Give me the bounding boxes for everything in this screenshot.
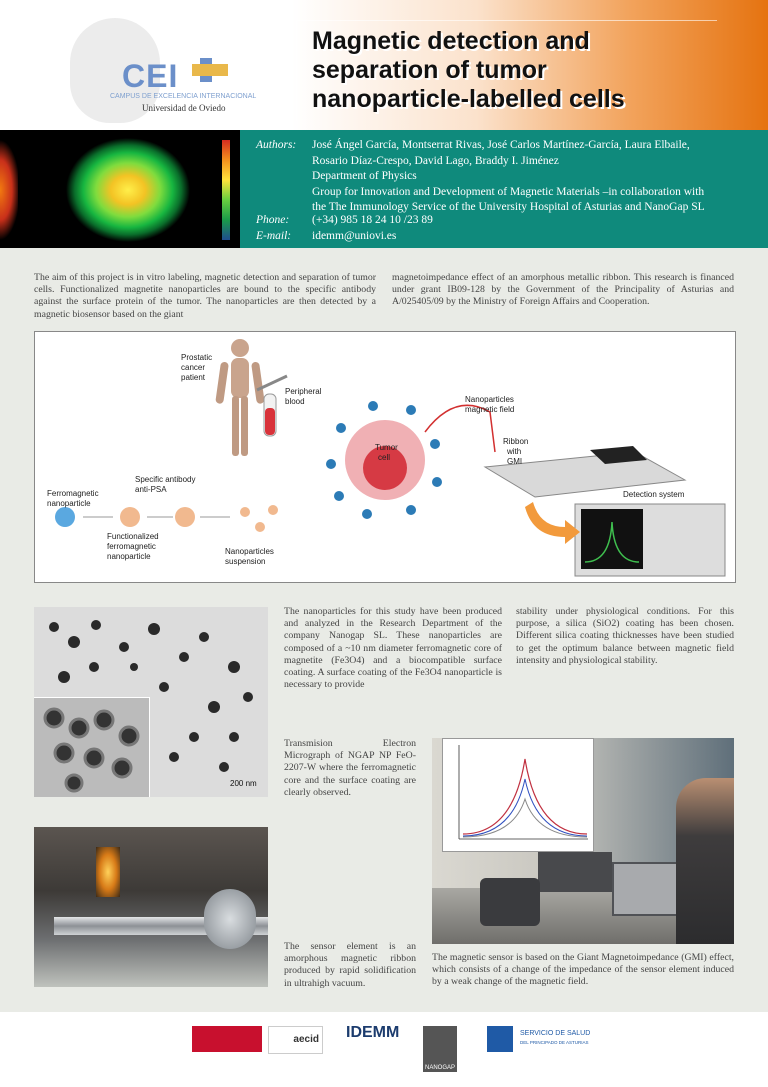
researcher [676, 778, 734, 944]
idemm-logo: IDEMM [346, 1024, 400, 1041]
authors-label: Authors: [256, 139, 297, 151]
cei-logo-bar-icon [192, 64, 228, 76]
health-service-cross-icon [487, 1026, 513, 1052]
label-patient-1: Prostatic [181, 353, 213, 362]
label-ribbon-2: with [507, 447, 522, 456]
header [0, 0, 768, 130]
heatmap-colorbar [222, 140, 230, 240]
email-address[interactable]: idemm@uniovi.es [312, 230, 397, 242]
label-functionalized-2: ferromagnetic [107, 542, 156, 551]
authors-line-2: Rosario Díaz-Crespo, David Lago, Braddy I. Jiménez [312, 154, 559, 167]
label-field-1: Nanoparticles [465, 395, 514, 404]
functionalized-nanoparticle-icon [120, 507, 140, 527]
tem-inset-particles [34, 698, 149, 797]
cei-logo-subtitle: CAMPUS DE EXCELENCIA INTERNACIONAL [110, 93, 257, 100]
intro-column-2: magnetoimpedance effect of an amorphous metallic ribbon. This research is financed under grant IB09-128 by the Government of the Principality of Asturias and A/025405/09 by the Ministry of Foreign Affairs and Cooperation. [392, 272, 734, 308]
title-line-3: nanoparticle-labelled cells [312, 85, 625, 113]
authors-panel [240, 130, 768, 248]
label-blood-2: blood [285, 397, 305, 406]
label-ribbon-1: Ribbon [503, 437, 529, 446]
group-line-2: the The Immunology Service of the University Hospital of Asturias and NanoGap SL [312, 201, 705, 214]
antibody-nanoparticle-icon [175, 507, 195, 527]
phone-label: Phone: [256, 214, 290, 226]
nanoparticle-suspension-icon [240, 505, 278, 532]
footer-logos [0, 1012, 768, 1087]
phone-number: (+34) 985 18 24 10 /23 89 [312, 214, 433, 226]
label-tumor-1: Tumor [375, 443, 398, 452]
department: Department of Physics [312, 170, 417, 183]
label-suspension-2: suspension [225, 557, 266, 566]
authors-names [312, 138, 762, 216]
lab-setup-photo [432, 738, 734, 944]
patient-figure-icon [215, 339, 265, 456]
nanogap-logo: NANOGAP [423, 1026, 457, 1072]
diagram-svg [35, 332, 735, 582]
gmi-graph [442, 738, 594, 852]
label-suspension-1: Nanoparticles [225, 547, 274, 556]
label-functionalized-3: nanoparticle [107, 552, 151, 561]
health-service-subtitle: DEL PRINCIPADO DE ASTURIAS [520, 1040, 589, 1045]
aecid-logo: aecid [268, 1026, 323, 1054]
label-ferro-1: Ferromagnetic [47, 489, 99, 498]
label-antibody-1: Specific antibody [135, 475, 196, 484]
blood-tube-icon [264, 394, 276, 436]
label-patient-3: patient [181, 373, 206, 382]
gmi-graph-svg [443, 739, 593, 851]
vacuum-chamber-photo [34, 827, 268, 987]
nanoparticles-column-2: stability under physiological conditions. For this purpose, a silica (SiO2) coating has been chosen. Different silica coating thicknesses have been studied to get the optimum balance between magnetic field intensity and physiological stability. [516, 606, 734, 666]
university-name: Universidad de Oviedo [142, 103, 226, 113]
ferromagnetic-nanoparticle-icon [55, 507, 75, 527]
ministry-logo-icon [192, 1026, 262, 1052]
title-line-2: separation of tumor [312, 56, 547, 84]
poster-title [312, 27, 692, 114]
furnace-glow [96, 847, 120, 897]
label-blood-1: Peripheral [285, 387, 322, 396]
instrument-1 [538, 852, 612, 892]
label-tumor-2: cell [378, 453, 391, 462]
health-service-logo: SERVICIO DE SALUD [520, 1030, 591, 1037]
label-antibody-2: anti-PSA [135, 485, 167, 494]
group-line-1: Group for Innovation and Development of Magnetic Materials –in collaboration with [312, 185, 705, 198]
detection-monitor-icon [575, 504, 725, 576]
ribbon-caption: The sensor element is an amorphous magnetic ribbon produced by rapid solidification in ultrahigh vacuum. [284, 941, 416, 989]
tem-inset [34, 697, 150, 797]
nanoparticles-column-1: The nanoparticles for this study have been produced and analyzed in the Research Department of the company Nanogap SL. These nanoparticles are composed of a ~10 nm diameter ferromagnetic core of magnetite (Fe3O4) and a biocompatible surface coating. A surface coating of the Fe3O4 nanoparticle is necessary to provide [284, 606, 502, 691]
label-field-2: magnetic field [465, 405, 515, 414]
cei-logo: CEI [122, 58, 179, 94]
label-ribbon-3: GMI [507, 457, 523, 466]
intro-column-1: The aim of this project is in vitro labeling, magnetic detection and separation of tumor cells. Functionalized magnetite nanoparticles are bound to the specific antibody against the surface protein of the tumor. The nanoparticles are then detected by a magnetic biosensor based on the giant [34, 272, 376, 320]
label-functionalized-1: Functionalized [107, 532, 159, 541]
detection-arrow-icon [525, 502, 580, 544]
label-patient-2: cancer [181, 363, 206, 372]
authors-line-1: José Ángel García, Montserrat Rivas, José Carlos Martínez-García, Laura Elbaile, [312, 139, 690, 151]
tem-scale-label: 200 nm [230, 779, 257, 788]
vacuum-chamber [204, 889, 256, 949]
tem-micrograph [34, 607, 268, 797]
helmholtz-coil [480, 878, 540, 926]
title-line-1: Magnetic detection and [312, 27, 590, 55]
instrument-2 [612, 862, 680, 916]
email-label: E-mail: [256, 230, 292, 242]
label-detection: Detection system [623, 490, 685, 499]
heatmap-edge [0, 140, 18, 240]
tem-caption: Transmision Electron Micrograph of NGAP NP FeO-2207-W where the ferromagnetic core and the surface coating are clearly observed. [284, 738, 416, 798]
detection-diagram [34, 331, 736, 583]
gmi-caption: The magnetic sensor is based on the Giant Magnetoimpedance (GMI) effect, which consists of a change of the impedance of the sensor element induced by a weak change of the magnetic field. [432, 952, 734, 988]
label-ferro-2: nanoparticle [47, 499, 91, 508]
magnetic-heatmap-image [0, 130, 240, 248]
